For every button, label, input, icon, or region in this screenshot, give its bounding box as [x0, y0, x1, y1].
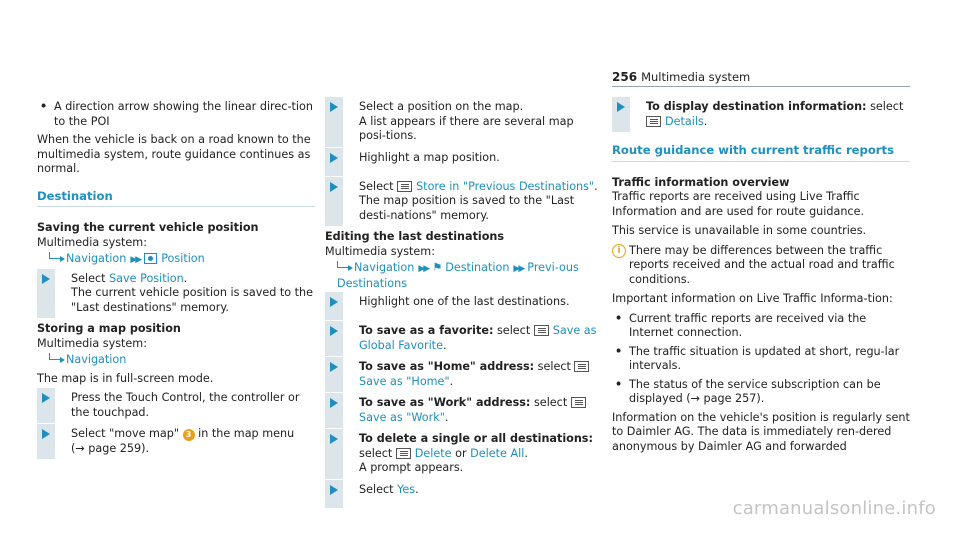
- nav-link-navigation[interactable]: Navigation: [66, 353, 127, 366]
- instruction-step: Select Yes.: [325, 483, 603, 505]
- column-2: [325, 100, 603, 512]
- chevron-right-icon: ▶▶: [418, 264, 429, 274]
- details-link[interactable]: Details: [665, 114, 704, 128]
- path-arrow-icon: [49, 252, 60, 259]
- menu-icon: [534, 325, 549, 336]
- page-number: 256: [612, 70, 638, 84]
- store-previous-destinations-link[interactable]: Store in "Previous Destinations": [416, 179, 595, 193]
- menu-icon: [646, 116, 661, 127]
- bullet-icon: •: [615, 344, 623, 358]
- step-arrow-icon: [330, 362, 338, 372]
- save-work-link[interactable]: Save as "Work": [359, 410, 445, 424]
- paragraph: Traffic reports are received using Live Traffic Information and are used for route guidance.: [612, 190, 865, 218]
- section-heading-route-guidance: Route guidance with current traffic reports: [612, 143, 910, 162]
- page-header-title: Multimedia system: [641, 70, 751, 84]
- paragraph: Important information on Live Traffic Informa-tion:: [612, 292, 893, 305]
- instruction-step: To save as "Home" address: select Save as "Home".: [325, 360, 603, 389]
- info-icon: i: [612, 244, 626, 258]
- nav-link-position[interactable]: Position: [161, 252, 205, 265]
- bullet-icon: •: [615, 377, 623, 391]
- subheading-traffic-overview: Traffic information overview: [612, 175, 790, 189]
- instruction-step: To delete a single or all destinations: select Delete or Delete All. A prompt appears.: [325, 432, 603, 476]
- instruction-step: Select "move map" 3 in the map menu (→ page 259).: [37, 427, 315, 456]
- list-item: • Current traffic reports are received via the Internet connection.: [615, 311, 867, 339]
- nav-link-destination[interactable]: Destination: [445, 261, 510, 274]
- instruction-step: Select a position on the map. A list appears if there are several map posi-tions.: [325, 100, 603, 144]
- instruction-step: Select Save Position. The current vehicle position is saved to the "Last destinations" memory.: [37, 272, 315, 316]
- menu-icon: [397, 181, 412, 192]
- paragraph: When the vehicle is back on a road known to the multimedia system, route guidance continues as normal.: [37, 133, 311, 175]
- step-arrow-icon: [42, 274, 50, 284]
- page-reference[interactable]: (→ page 259).: [71, 441, 150, 455]
- instruction-step: Select Store in "Previous Destinations". The map position is saved to the "Last desti-nations" memory.: [325, 180, 603, 224]
- step-arrow-icon: [330, 434, 338, 444]
- navigation-path: [49, 353, 315, 368]
- list-item: • A direction arrow showing the linear direc-tion to the POI: [40, 100, 313, 128]
- paragraph: This service is unavailable in some countries.: [612, 224, 867, 237]
- column-1: [37, 100, 315, 463]
- multimedia-system-label: Multimedia system:: [325, 244, 435, 258]
- bullet-icon: •: [40, 100, 48, 113]
- flag-icon: ⚑: [432, 261, 443, 274]
- navigation-path: [337, 261, 603, 291]
- nav-link-previous-destinations[interactable]: Previ-ous Destinations: [337, 261, 579, 290]
- nav-link-navigation[interactable]: Navigation: [66, 252, 127, 265]
- step-arrow-icon: [330, 102, 338, 112]
- save-home-link[interactable]: Save as "Home": [359, 374, 450, 388]
- step-arrow-icon: [42, 429, 50, 439]
- save-global-favorite-link[interactable]: Save as Global Favorite: [359, 324, 597, 352]
- multimedia-system-label: Multimedia system:: [37, 336, 147, 350]
- step-arrow-icon: [617, 102, 625, 112]
- instruction-step: Press the Touch Control, the controller or the touchpad.: [37, 391, 315, 420]
- paragraph: Information on the vehicle's position is regularly sent to Daimler AG. The data is immediately ren-dered anonymous by Daimler AG and forwarded: [612, 410, 910, 453]
- step-arrow-icon: [42, 393, 50, 403]
- chevron-right-icon: ▶▶: [130, 255, 141, 265]
- subheading-saving-position: Saving the current vehicle position: [37, 221, 259, 234]
- step-arrow-icon: [330, 485, 338, 495]
- instruction-step: To save as "Work" address: select Save as "Work".: [325, 396, 603, 425]
- position-icon: [144, 253, 157, 264]
- instruction-step: To save as a favorite: select Save as Global Favorite.: [325, 324, 603, 353]
- subheading-editing-destinations: Editing the last destinations: [325, 230, 505, 243]
- instruction-step: Highlight one of the last destinations.: [325, 295, 603, 317]
- list-item: • The traffic situation is updated at short, regu-lar intervals.: [615, 344, 900, 372]
- step-arrow-icon: [330, 182, 338, 192]
- step-arrow-icon: [330, 398, 338, 408]
- column-3: [612, 100, 910, 459]
- delete-link[interactable]: Delete: [414, 446, 452, 460]
- header-rule: [612, 86, 910, 87]
- list-item: • The status of the service subscription can be displayed (→ page 257).: [615, 377, 881, 405]
- callout-number-icon: 3: [183, 429, 195, 441]
- section-heading-destination: Destination: [37, 189, 315, 208]
- bullet-icon: •: [615, 311, 623, 325]
- subheading-storing-map-position: Storing a map position: [37, 322, 181, 335]
- note: i There may be differences between the traffic reports received and the actual road and traffic conditions.: [612, 244, 910, 288]
- save-position-link[interactable]: Save Position: [109, 271, 184, 285]
- path-arrow-icon: [49, 353, 60, 360]
- page-header: [612, 70, 910, 86]
- instruction-step: To display destination information: select Details.: [612, 100, 910, 129]
- menu-icon: [571, 397, 586, 408]
- menu-icon: [396, 448, 411, 459]
- instruction-step: Highlight a map position.: [325, 151, 603, 173]
- multimedia-system-label: Multimedia system:: [37, 235, 147, 249]
- menu-icon: [574, 361, 589, 372]
- delete-all-link[interactable]: Delete All: [470, 446, 525, 460]
- navigation-path: [49, 252, 315, 268]
- paragraph: The map is in full-screen mode.: [37, 371, 214, 385]
- path-arrow-icon: [337, 261, 348, 268]
- step-arrow-icon: [330, 326, 338, 336]
- step-arrow-icon: [330, 297, 338, 307]
- nav-link-navigation[interactable]: Navigation: [354, 261, 415, 274]
- yes-link[interactable]: Yes: [397, 482, 416, 496]
- chevron-right-icon: ▶▶: [513, 264, 524, 274]
- step-arrow-icon: [330, 153, 338, 163]
- watermark: carmanualsonline.info: [732, 498, 936, 519]
